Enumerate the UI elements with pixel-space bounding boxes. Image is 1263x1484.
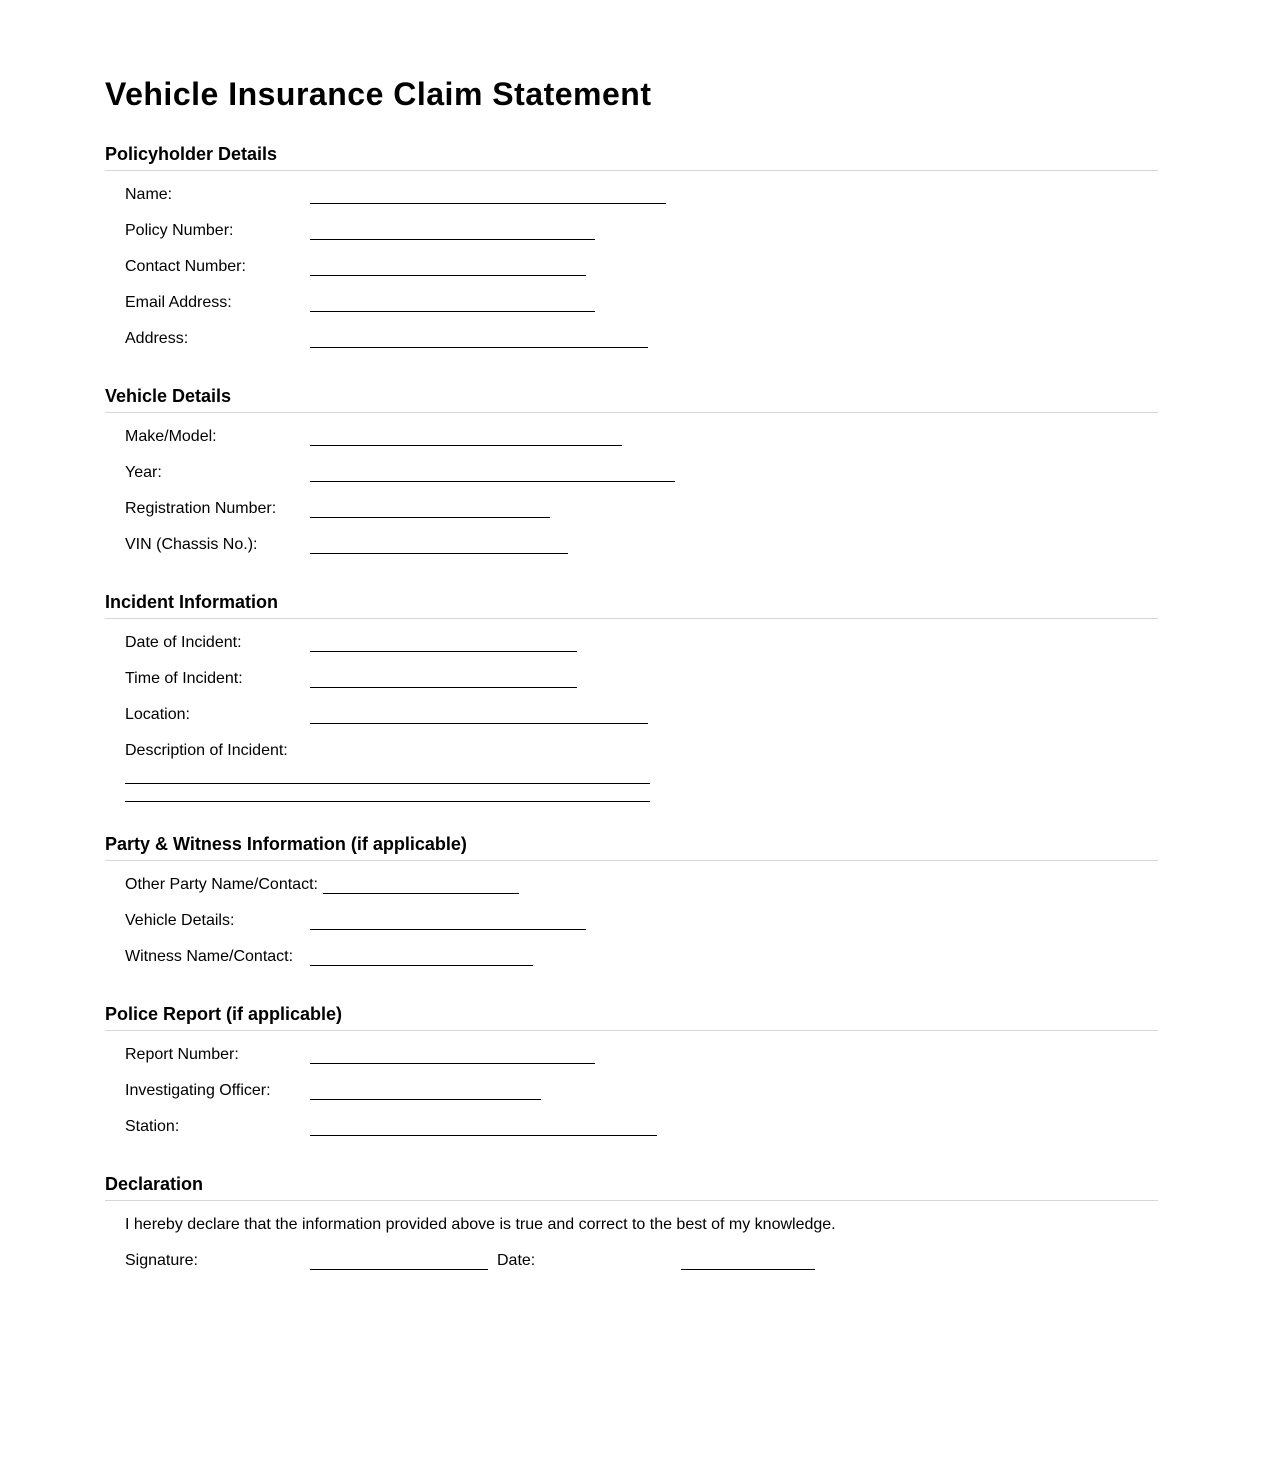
email-row bbox=[105, 285, 1158, 321]
year-label: Year: bbox=[125, 464, 162, 481]
vehicle-section bbox=[105, 384, 1158, 413]
email-label: Email Address: bbox=[125, 294, 232, 311]
address-field[interactable] bbox=[310, 347, 648, 348]
year-field[interactable] bbox=[310, 481, 675, 482]
witness-row bbox=[105, 939, 1158, 975]
witness-label: Witness Name/Contact: bbox=[125, 948, 294, 965]
description-field-line-2[interactable] bbox=[125, 801, 650, 802]
incident-date-field[interactable] bbox=[310, 651, 577, 652]
vin-field[interactable] bbox=[310, 553, 568, 554]
location-label: Location: bbox=[125, 706, 190, 723]
incident-time-row bbox=[105, 661, 1158, 697]
officer-row bbox=[105, 1073, 1158, 1109]
officer-label: Investigating Officer: bbox=[125, 1082, 271, 1099]
other-party-label: Other Party Name/Contact: bbox=[125, 876, 318, 893]
incident-time-label: Time of Incident: bbox=[125, 670, 243, 687]
description-line-2-row bbox=[105, 775, 1158, 811]
party-section bbox=[105, 832, 1158, 861]
section-heading-policyholder: Policyholder Details bbox=[105, 142, 1158, 171]
other-party-row bbox=[105, 867, 1158, 903]
section-heading-declaration: Declaration bbox=[105, 1172, 1158, 1201]
report-number-row bbox=[105, 1037, 1158, 1073]
section-heading-vehicle: Vehicle Details bbox=[105, 384, 1158, 413]
party-vehicle-label: Vehicle Details: bbox=[125, 912, 235, 929]
officer-field[interactable] bbox=[310, 1099, 541, 1100]
name-row bbox=[105, 177, 1158, 213]
station-label: Station: bbox=[125, 1118, 180, 1135]
address-row bbox=[105, 321, 1158, 357]
location-row bbox=[105, 697, 1158, 733]
make-model-label: Make/Model: bbox=[125, 428, 217, 445]
signature-field[interactable] bbox=[310, 1269, 488, 1270]
make-model-field[interactable] bbox=[310, 445, 622, 446]
vin-row bbox=[105, 527, 1158, 563]
incident-time-field[interactable] bbox=[310, 687, 577, 688]
name-label: Name: bbox=[125, 186, 173, 203]
signature-label: Signature: bbox=[125, 1252, 198, 1269]
incident-section bbox=[105, 590, 1158, 619]
declaration-section bbox=[105, 1172, 1158, 1201]
policy-number-field[interactable] bbox=[310, 239, 595, 240]
contact-number-label: Contact Number: bbox=[125, 258, 246, 275]
witness-field[interactable] bbox=[310, 965, 533, 966]
declaration-statement: I hereby declare that the information provided above is true and correct to the best of my knowledge. bbox=[125, 1216, 836, 1233]
policy-number-label: Policy Number: bbox=[125, 222, 234, 239]
section-heading-incident: Incident Information bbox=[105, 590, 1158, 619]
declaration-date-label: Date: bbox=[497, 1252, 536, 1269]
page-title: Vehicle Insurance Claim Statement bbox=[105, 76, 652, 112]
incident-date-row bbox=[105, 625, 1158, 661]
section-heading-party: Party & Witness Information (if applicable) bbox=[105, 832, 1158, 861]
other-party-field[interactable] bbox=[323, 893, 519, 894]
registration-field[interactable] bbox=[310, 517, 550, 518]
contact-number-field[interactable] bbox=[310, 275, 586, 276]
vin-label: VIN (Chassis No.): bbox=[125, 536, 258, 553]
party-vehicle-row bbox=[105, 903, 1158, 939]
year-row bbox=[105, 455, 1158, 491]
registration-row bbox=[105, 491, 1158, 527]
report-number-label: Report Number: bbox=[125, 1046, 239, 1063]
police-section bbox=[105, 1002, 1158, 1031]
incident-date-label: Date of Incident: bbox=[125, 634, 242, 651]
address-label: Address: bbox=[125, 330, 189, 347]
policy-number-row bbox=[105, 213, 1158, 249]
contact-number-row bbox=[105, 249, 1158, 285]
report-number-field[interactable] bbox=[310, 1063, 595, 1064]
registration-label: Registration Number: bbox=[125, 500, 277, 517]
make-model-row bbox=[105, 419, 1158, 455]
signature-row bbox=[105, 1243, 1158, 1279]
description-label: Description of Incident: bbox=[125, 742, 288, 759]
policyholder-section bbox=[105, 142, 1158, 171]
station-field[interactable] bbox=[310, 1135, 657, 1136]
declaration-date-field[interactable] bbox=[681, 1269, 815, 1270]
section-heading-police: Police Report (if applicable) bbox=[105, 1002, 1158, 1031]
party-vehicle-field[interactable] bbox=[310, 929, 586, 930]
station-row bbox=[105, 1109, 1158, 1145]
email-field[interactable] bbox=[310, 311, 595, 312]
name-field[interactable] bbox=[310, 203, 666, 204]
location-field[interactable] bbox=[310, 723, 648, 724]
